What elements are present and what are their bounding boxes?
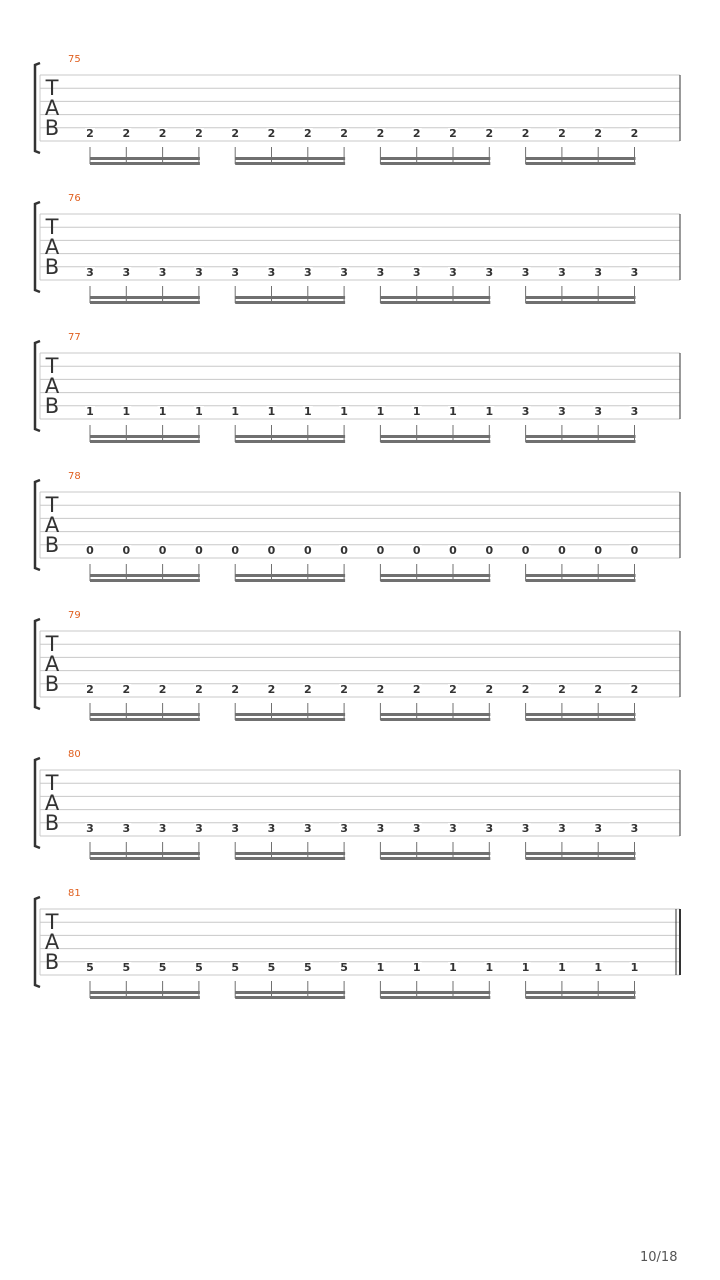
measure-number: 81 (68, 888, 81, 899)
fret-number: 3 (376, 822, 385, 835)
fret-number: 1 (376, 961, 385, 974)
fret-number: 2 (267, 683, 276, 696)
fret-number: 3 (449, 822, 457, 835)
tab-clef-letter: A (44, 652, 60, 676)
fret-number: 2 (521, 127, 530, 140)
beam (90, 157, 200, 160)
fret-number: 3 (122, 822, 131, 835)
beam (380, 996, 490, 999)
beam (235, 574, 345, 577)
tab-system (35, 888, 680, 999)
beam (380, 162, 490, 165)
fret-number: 3 (449, 266, 457, 279)
fret-number: 1 (485, 405, 494, 418)
beam (90, 991, 200, 994)
system-bracket (35, 619, 40, 709)
fret-number: 0 (122, 544, 131, 557)
fret-number: 2 (231, 127, 240, 140)
fret-number: 2 (412, 683, 421, 696)
fret-number: 2 (376, 127, 385, 140)
tab-clef-letter: A (44, 930, 60, 954)
fret-number: 1 (485, 961, 494, 974)
fret-number: 3 (630, 405, 639, 418)
fret-number: 2 (558, 127, 566, 140)
fret-number: 1 (303, 405, 312, 418)
beam (90, 296, 200, 299)
beam (526, 713, 636, 716)
beam (380, 718, 490, 721)
tab-clef-letter: A (44, 791, 60, 815)
tab-clef-letter: T (45, 76, 59, 100)
fret-number: 3 (158, 822, 167, 835)
measure-number: 75 (68, 54, 81, 65)
fret-number: 0 (485, 544, 494, 557)
tab-clef-letter: B (44, 811, 60, 835)
beam (380, 713, 490, 716)
fret-number: 3 (558, 822, 566, 835)
fret-number: 3 (231, 266, 240, 279)
beam (235, 301, 345, 304)
beam (380, 991, 490, 994)
tab-system (35, 471, 680, 582)
fret-number: 2 (122, 683, 131, 696)
system-bracket (35, 63, 40, 153)
beam (90, 301, 200, 304)
fret-number: 0 (558, 544, 566, 557)
fret-number: 3 (558, 405, 566, 418)
fret-number: 3 (340, 822, 348, 835)
tab-clef-letter: T (45, 215, 59, 239)
fret-number: 1 (594, 961, 603, 974)
fret-number: 1 (449, 405, 457, 418)
fret-number: 0 (630, 544, 639, 557)
fret-number: 3 (267, 822, 276, 835)
beam (526, 162, 636, 165)
beam (526, 296, 636, 299)
system-bracket (35, 480, 40, 570)
fret-number: 2 (303, 683, 312, 696)
beam (235, 852, 345, 855)
measure-number: 77 (68, 332, 81, 343)
fret-number: 3 (122, 266, 131, 279)
beam (235, 579, 345, 582)
tab-clef-letter: T (45, 493, 59, 517)
beam (90, 718, 200, 721)
fret-number: 2 (594, 127, 603, 140)
fret-number: 2 (158, 127, 167, 140)
fret-number: 0 (340, 544, 348, 557)
fret-number: 2 (594, 683, 603, 696)
beam (90, 713, 200, 716)
fret-number: 2 (86, 127, 94, 140)
fret-number: 1 (630, 961, 639, 974)
fret-number: 3 (86, 822, 94, 835)
beam (90, 852, 200, 855)
page-number: 10/18 (640, 1250, 678, 1265)
fret-number: 0 (267, 544, 276, 557)
beam (526, 579, 636, 582)
fret-number: 0 (158, 544, 167, 557)
system-bracket (35, 202, 40, 292)
beam (380, 435, 490, 438)
fret-number: 2 (449, 683, 457, 696)
beam (380, 574, 490, 577)
fret-number: 2 (158, 683, 167, 696)
beam (90, 996, 200, 999)
fret-number: 3 (267, 266, 276, 279)
tab-clef-letter: B (44, 672, 60, 696)
beam (235, 157, 345, 160)
system-bracket (35, 341, 40, 431)
tab-clef-letter: T (45, 771, 59, 795)
fret-number: 2 (195, 127, 203, 140)
fret-number: 1 (521, 961, 530, 974)
fret-number: 2 (195, 683, 203, 696)
fret-number: 3 (485, 266, 494, 279)
fret-number: 3 (594, 822, 603, 835)
fret-number: 1 (267, 405, 276, 418)
fret-number: 3 (412, 266, 421, 279)
fret-number: 5 (303, 961, 312, 974)
measure-number: 79 (68, 610, 81, 621)
fret-number: 2 (412, 127, 421, 140)
fret-number: 3 (521, 405, 530, 418)
tab-system (35, 610, 680, 721)
system-bracket (35, 897, 40, 987)
fret-number: 1 (449, 961, 457, 974)
fret-number: 3 (485, 822, 494, 835)
beam (235, 857, 345, 860)
fret-number: 3 (158, 266, 167, 279)
fret-number: 0 (449, 544, 457, 557)
beam (235, 991, 345, 994)
tab-clef-letter: B (44, 950, 60, 974)
measure-number: 78 (68, 471, 81, 482)
tab-clef-letter: T (45, 910, 59, 934)
fret-number: 5 (231, 961, 240, 974)
beam (90, 857, 200, 860)
fret-number: 1 (231, 405, 240, 418)
fret-number: 3 (195, 266, 203, 279)
fret-number: 0 (412, 544, 421, 557)
fret-number: 0 (376, 544, 385, 557)
fret-number: 3 (630, 822, 639, 835)
beam (90, 574, 200, 577)
fret-number: 0 (521, 544, 530, 557)
fret-number: 3 (521, 822, 530, 835)
tab-clef-letter: A (44, 235, 60, 259)
fret-number: 0 (195, 544, 203, 557)
fret-number: 0 (86, 544, 94, 557)
system-bracket (35, 758, 40, 848)
fret-number: 2 (558, 683, 566, 696)
fret-number: 1 (558, 961, 566, 974)
tab-system (35, 332, 680, 443)
fret-number: 2 (340, 127, 348, 140)
fret-number: 5 (158, 961, 167, 974)
fret-number: 3 (521, 266, 530, 279)
beam (380, 579, 490, 582)
fret-number: 3 (303, 822, 312, 835)
fret-number: 1 (340, 405, 348, 418)
fret-number: 5 (122, 961, 131, 974)
measure-number: 80 (68, 749, 81, 760)
beam (380, 852, 490, 855)
tab-clef-letter: B (44, 394, 60, 418)
beam (90, 579, 200, 582)
fret-number: 5 (340, 961, 348, 974)
fret-number: 2 (630, 127, 639, 140)
beam (380, 157, 490, 160)
fret-number: 0 (303, 544, 312, 557)
fret-number: 3 (558, 266, 566, 279)
fret-number: 2 (122, 127, 131, 140)
tab-clef-letter: T (45, 354, 59, 378)
tab-system (35, 193, 680, 304)
beam (526, 996, 636, 999)
beam (235, 440, 345, 443)
fret-number: 1 (86, 405, 94, 418)
fret-number: 5 (195, 961, 203, 974)
fret-number: 0 (594, 544, 603, 557)
fret-number: 2 (485, 127, 494, 140)
fret-number: 1 (412, 405, 421, 418)
tab-clef-letter: B (44, 116, 60, 140)
fret-number: 2 (303, 127, 312, 140)
fret-number: 3 (594, 266, 603, 279)
fret-number: 2 (267, 127, 276, 140)
beam (526, 301, 636, 304)
fret-number: 2 (485, 683, 494, 696)
beam (235, 713, 345, 716)
tab-clef-letter: A (44, 374, 60, 398)
beam (380, 296, 490, 299)
beam (526, 718, 636, 721)
fret-number: 1 (376, 405, 385, 418)
tab-system (35, 54, 680, 165)
beam (235, 162, 345, 165)
fret-number: 3 (231, 822, 240, 835)
fret-number: 1 (195, 405, 203, 418)
beam (380, 440, 490, 443)
beam (526, 435, 636, 438)
fret-number: 2 (231, 683, 240, 696)
fret-number: 5 (267, 961, 276, 974)
tab-clef-letter: B (44, 255, 60, 279)
fret-number: 2 (521, 683, 530, 696)
fret-number: 2 (86, 683, 94, 696)
fret-number: 3 (86, 266, 94, 279)
fret-number: 3 (376, 266, 385, 279)
fret-number: 3 (630, 266, 639, 279)
fret-number: 2 (376, 683, 385, 696)
beam (380, 301, 490, 304)
beam (90, 440, 200, 443)
beam (235, 435, 345, 438)
beam (235, 996, 345, 999)
fret-number: 1 (122, 405, 131, 418)
fret-number: 0 (231, 544, 240, 557)
fret-number: 1 (412, 961, 421, 974)
fret-number: 2 (630, 683, 639, 696)
fret-number: 3 (412, 822, 421, 835)
fret-number: 2 (340, 683, 348, 696)
beam (526, 852, 636, 855)
beam (526, 857, 636, 860)
beam (526, 991, 636, 994)
beam (526, 574, 636, 577)
beam (90, 435, 200, 438)
beam (235, 296, 345, 299)
beam (526, 440, 636, 443)
beam (526, 157, 636, 160)
tab-clef-letter: B (44, 533, 60, 557)
fret-number: 2 (449, 127, 457, 140)
tab-clef-letter: A (44, 96, 60, 120)
fret-number: 3 (195, 822, 203, 835)
tab-clef-letter: T (45, 632, 59, 656)
fret-number: 3 (303, 266, 312, 279)
fret-number: 3 (340, 266, 348, 279)
fret-number: 3 (594, 405, 603, 418)
fret-number: 1 (158, 405, 167, 418)
tab-system (35, 749, 680, 860)
beam (235, 718, 345, 721)
beam (90, 162, 200, 165)
measure-number: 76 (68, 193, 81, 204)
tab-clef-letter: A (44, 513, 60, 537)
beam (380, 857, 490, 860)
fret-number: 5 (86, 961, 94, 974)
